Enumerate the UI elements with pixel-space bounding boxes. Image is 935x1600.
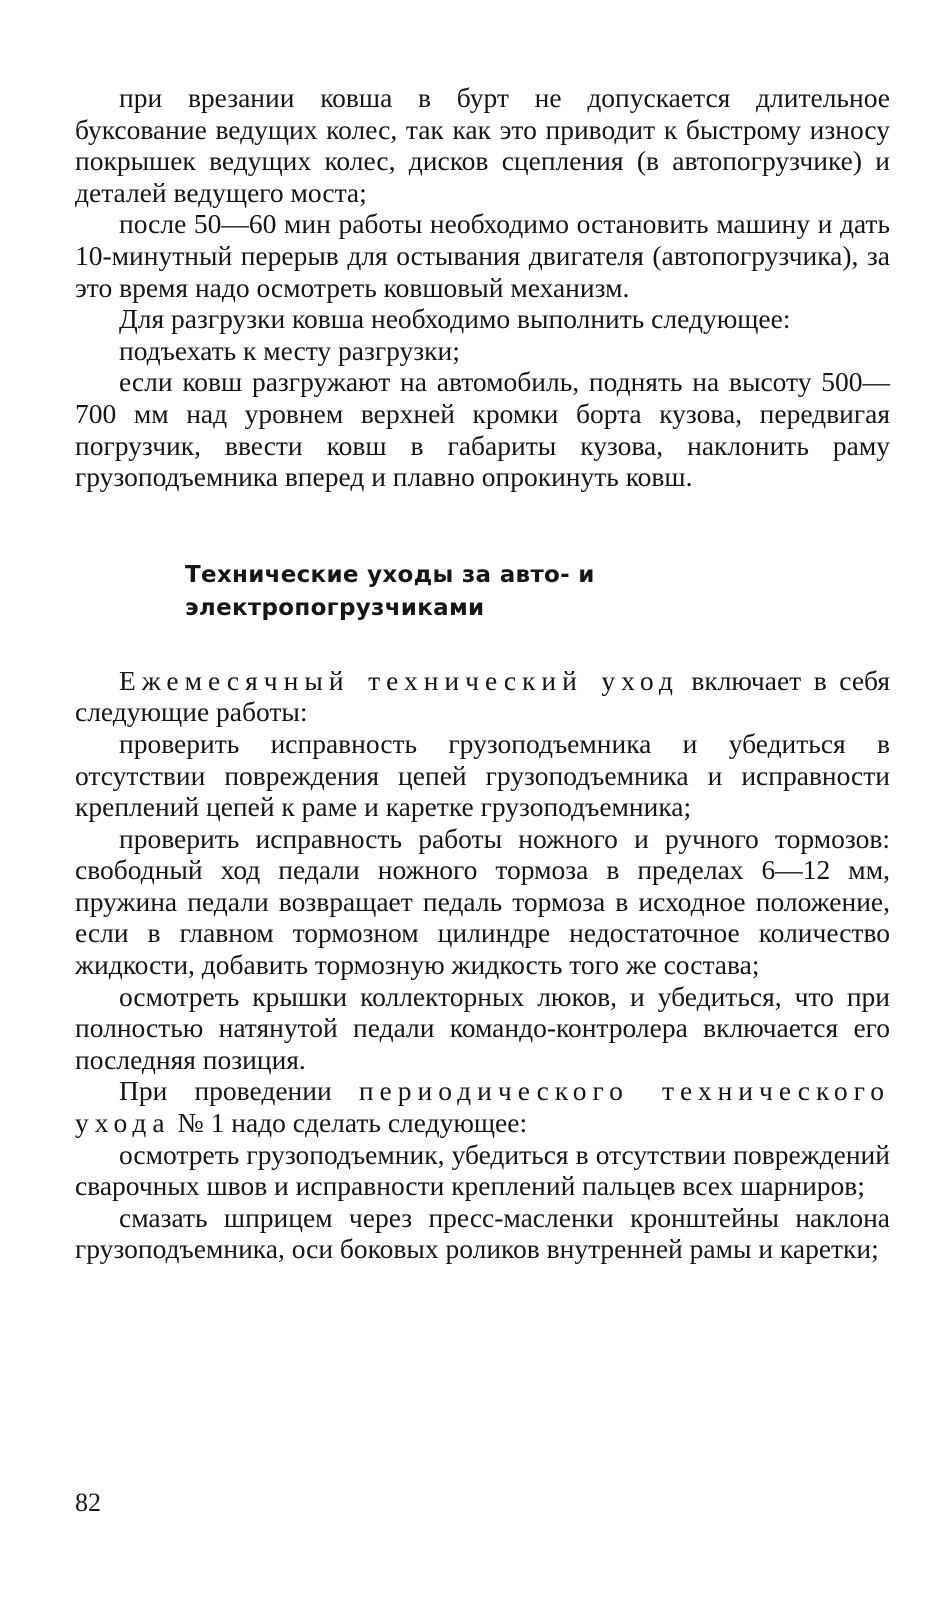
paragraph: Для разгрузки ковша необходимо выполнить следующее: — [119, 303, 791, 335]
list-item: проверить исправность грузоподъемника и убедиться в отсутствии повреждения цепей грузоподъемника и исправности креплений цепей к раме и каретке грузоподъемника; — [75, 727, 890, 823]
periodic-term: периодического технического ухода — [75, 1075, 891, 1139]
paragraph: после 50—60 мин работы необходимо остановить машину и дать 10-минутный перерыв для остывания двигателя (автопогрузчика), за это время надо осмотреть ковшовый механизм. — [75, 208, 890, 303]
list-item: осмотреть крышки коллекторных люков, и убедиться, что при полностью натянутой педали командо-контролера включается его последняя позиция. — [75, 980, 890, 1075]
monthly-term: Ежемесячный технический уход — [119, 664, 679, 696]
monthly-intro-rest: включает в себя следующие работы: — [75, 664, 890, 728]
periodic-intro-lead: При проведении — [119, 1075, 359, 1107]
page-number: 82 — [75, 1488, 101, 1517]
periodic-intro-rest: № 1 надо сделать следующее: — [170, 1107, 528, 1139]
page-text — [75, 82, 890, 1265]
paragraph: при врезании ковша в бурт не допускается длительное буксование ведущих колес, так как это приводит к быстрому износу покрышек ведущих колес, дисков сцепления (в автопогрузчике) и деталей ведущего моста; — [75, 82, 890, 208]
paragraph: подъехать к месту разгрузки; — [119, 334, 460, 366]
section-heading: Технические уходы за авто- и электропогрузчиками — [185, 561, 595, 621]
periodic-intro-paragraph — [75, 1075, 890, 1138]
monthly-intro-paragraph — [75, 665, 890, 728]
list-item: осмотреть грузоподъемник, убедиться в отсутствии повреждений сварочных швов и исправности креплений пальцев всех шарниров; — [75, 1138, 890, 1202]
paragraph: если ковш разгружают на автомобиль, поднять на высоту 500—700 мм над уровнем верхней кромки борта кузова, передвигая погрузчик, ввести ковш в габариты кузова, наклонить раму грузоподъемника вперед и плавно опрокинуть ковш. — [75, 366, 890, 493]
list-item: смазать шприцем через пресс-масленки кронштейны наклона грузоподъемника, оси боковых роликов внутренней рамы и каретки; — [75, 1201, 890, 1265]
list-item: проверить исправность работы ножного и ручного тормозов: свободный ход педали ножного тормоза в пределах 6—12 мм, пружина педали возвращает педаль тормоза в исходное положение, если в главном тормозном цилиндре недостаточное количество жидкости, добавить тормозную жидкость того же состава; — [75, 822, 890, 981]
